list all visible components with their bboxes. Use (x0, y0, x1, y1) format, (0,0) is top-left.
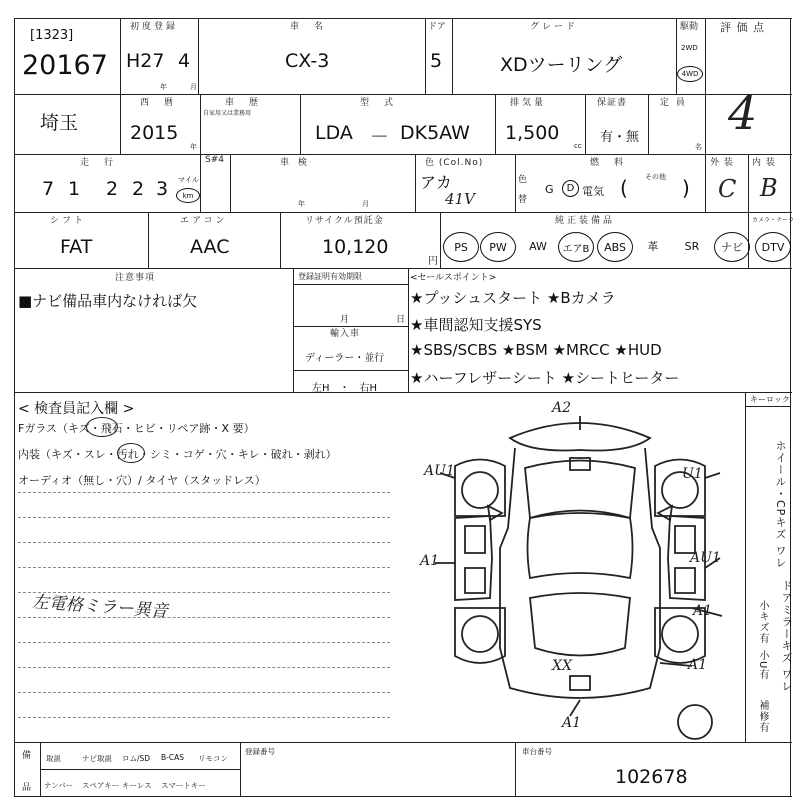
western-year-label: 西 暦 (140, 98, 177, 108)
shift-value: FAT (60, 236, 93, 258)
door-label: ドア (428, 22, 446, 32)
warranty-value: 有・無 (600, 130, 640, 145)
damage-mark-left-side: A1 (420, 553, 440, 569)
type-prefix: LDA (315, 122, 353, 144)
color-label: 色 (Col.No) (425, 158, 484, 168)
aircon-value: AAC (190, 236, 230, 258)
lot-number: 20167 (22, 50, 108, 81)
capacity-label: 定 員 (660, 98, 687, 108)
import-dealer: ディーラー・並行 (305, 353, 385, 364)
side-small-dent: 小U有 (757, 650, 768, 681)
type-code: DK5AW (400, 122, 470, 144)
side-repair: 補修有 (757, 700, 768, 733)
mileage-digit-5: 3 (156, 178, 169, 200)
acc-remote: リモコン (198, 754, 228, 763)
equip-dtv: DTV (755, 232, 791, 262)
equip-sunroof: SR (684, 239, 700, 253)
recycle-label: リサイクル預託金 (305, 216, 384, 226)
warranty-label: 保証書 (597, 98, 628, 108)
inspection-year-unit: 年 (298, 200, 305, 208)
sales-point-1: ★プッシュスタート ★Bカメラ (410, 289, 616, 307)
exterior-grade: C (718, 175, 737, 203)
caution-label: 注意事項 (115, 273, 156, 283)
history-label: 車 歴 (225, 98, 262, 108)
equip-navi: ナビ (714, 232, 750, 262)
equip-abs: ABS (597, 232, 633, 262)
side-small-scratch: 小キズ有 (757, 600, 768, 644)
damage-mark-rear: A1 (562, 715, 582, 731)
color-change-bottom: 替 (518, 195, 528, 205)
chassis-number: 102678 (615, 766, 688, 788)
acc-navi-manual: ナビ取説 (82, 754, 112, 763)
acc-keyless: キーレス (122, 781, 152, 790)
exterior-label: 外 装 (710, 158, 734, 168)
acc-smart-key: スマートキー (161, 781, 206, 790)
equip-aw: AW (529, 239, 547, 253)
camera-label: カメラ・ナーラ (752, 217, 795, 224)
fuel-paren-close: ) (682, 176, 690, 200)
first-reg-month: 4 (178, 50, 191, 72)
grade-label: グレード (530, 22, 579, 32)
inspection-label: 車 検 (280, 158, 310, 168)
import-label: 輸入車 (330, 329, 361, 339)
mileage-digit-4: 2 (132, 178, 145, 200)
key-lock-label: キーロック (750, 395, 790, 404)
inspection-month-unit: 月 (362, 200, 369, 208)
equipment-label: 純正装備品 (555, 216, 616, 226)
first-reg-year-unit: 年 (160, 83, 167, 91)
mileage-digit-3: 2 (106, 178, 119, 200)
unit-km-circled: km (176, 188, 200, 203)
side-legend-wheel: ホイール・CPキズ ワレ (774, 440, 787, 569)
inspector-line-audio: オーディオ（無し・穴）/ タイヤ（スタッドレス） (18, 474, 266, 487)
model-name: CX-3 (285, 50, 330, 72)
damage-mark-front-right: U1 (682, 466, 703, 482)
drive-label: 駆動 (680, 22, 699, 32)
color-code: 41V (445, 190, 475, 208)
lot-number-small: [1323] (30, 28, 74, 43)
damage-mark-front: A2 (552, 400, 572, 416)
grade: XDツーリング (500, 54, 623, 76)
first-reg-label: 初度登録 (130, 22, 179, 32)
displacement-label: 排気量 (510, 98, 547, 108)
glass-chip-circle (86, 417, 118, 437)
fuel-label: 燃 料 (590, 158, 627, 168)
equip-leather: 革 (647, 240, 659, 253)
acc-bcas: B-CAS (161, 753, 184, 762)
damage-mark-front-left: AU1 (424, 463, 455, 479)
damage-mark-right-rear-door: A1 (693, 603, 713, 619)
unit-mile: マイル (178, 176, 199, 184)
handle-position: 左H ・ 右H (312, 383, 378, 394)
interior-grade: B (760, 174, 778, 202)
accessory-label-2: 品 (22, 783, 32, 793)
damage-mark-rear-glass: XX (552, 658, 572, 674)
fuel-electric: 電気 (582, 185, 604, 198)
type-sep: － (370, 126, 390, 148)
equip-pw: PW (480, 232, 516, 262)
fuel-other: その他 (645, 173, 666, 181)
score-label: 評 価 点 (720, 21, 765, 34)
reg-month-unit: 月 (340, 315, 350, 325)
sales-point-3: ★SBS/SCBS ★BSM ★MRCC ★HUD (410, 341, 662, 359)
score-value: 4 (728, 86, 758, 140)
color-value: アカ (420, 173, 452, 192)
reg-day-unit: 日 (396, 315, 406, 325)
reg-number-label: 登録番号 (245, 747, 275, 756)
caution-text: ■ナビ備品車内なければ欠 (18, 292, 198, 310)
interior-stain-circle (117, 443, 145, 463)
sales-point-label: <セールスポイント> (410, 273, 497, 283)
side-legend-mirror: ドアミラーキズ ワレ (780, 580, 793, 693)
acc-manual: 取説 (46, 754, 61, 763)
type-label: 型 式 (360, 98, 397, 108)
history-note: 自家用又は業務用 (203, 110, 252, 117)
capacity-unit: 名 (695, 143, 702, 151)
mileage-digit-1: 7 (42, 178, 55, 200)
drive-2wd: 2WD (681, 44, 698, 52)
reg-validity-label: 登録証明有効期限 (298, 272, 362, 281)
handwritten-remark: 左電格ミラー異音 (31, 592, 169, 622)
door-count: 5 (430, 50, 443, 72)
aircon-label: エアコン (180, 216, 228, 226)
first-reg-month-unit: 月 (190, 83, 197, 91)
yen-unit: 円 (428, 256, 438, 267)
mileage-digit-2: 1 (68, 178, 81, 200)
displacement: 1,500 (505, 122, 560, 144)
fuel-paren-open: ( (620, 176, 628, 200)
acc-spare-key: スペアキー (82, 781, 120, 790)
acc-rom-sd: ロム/SD (122, 754, 151, 763)
western-year-unit: 年 (190, 143, 197, 151)
prefecture: 埼玉 (40, 112, 79, 134)
sales-point-4: ★ハーフレザーシート ★シートヒーター (410, 369, 680, 387)
equip-ps: PS (443, 232, 479, 262)
interior-label: 内 装 (752, 158, 776, 168)
shift-label: シフト (50, 216, 87, 226)
s-label: S#4 (205, 155, 224, 165)
inspector-line-interior: 内装（キズ・スレ・汚れ・シミ・コゲ・穴・キレ・破れ・剥れ） (18, 448, 337, 461)
color-change-top: 色 (518, 175, 528, 185)
cc-unit: cc (574, 142, 582, 150)
first-reg-era: H27 (126, 50, 165, 72)
damage-mark-right-door: AU1 (690, 550, 721, 566)
fuel-g: G (545, 183, 554, 196)
acc-number: ナンバー (44, 781, 74, 790)
western-year: 2015 (130, 122, 179, 144)
sales-point-2: ★車間認知支援SYS (410, 316, 542, 334)
accessory-label-1: 備 (22, 751, 32, 761)
inspector-title: < 検査員記入欄 > (18, 401, 135, 417)
car-damage-diagram (430, 398, 730, 742)
fuel-d-circled: D (562, 180, 579, 197)
drive-4wd-circled: 4WD (677, 66, 703, 82)
chassis-label: 車台番号 (522, 747, 552, 756)
mileage-label: 走 行 (80, 158, 117, 168)
model-label: 車 名 (290, 22, 327, 32)
inspector-line-glass: Fガラス（キズ・飛石・ヒビ・リペア跡・X 要） (18, 422, 255, 435)
damage-mark-rear-right: A1 (688, 657, 708, 673)
equip-airbag: エアB (558, 232, 594, 262)
recycle-fee: 10,120 (322, 236, 389, 258)
